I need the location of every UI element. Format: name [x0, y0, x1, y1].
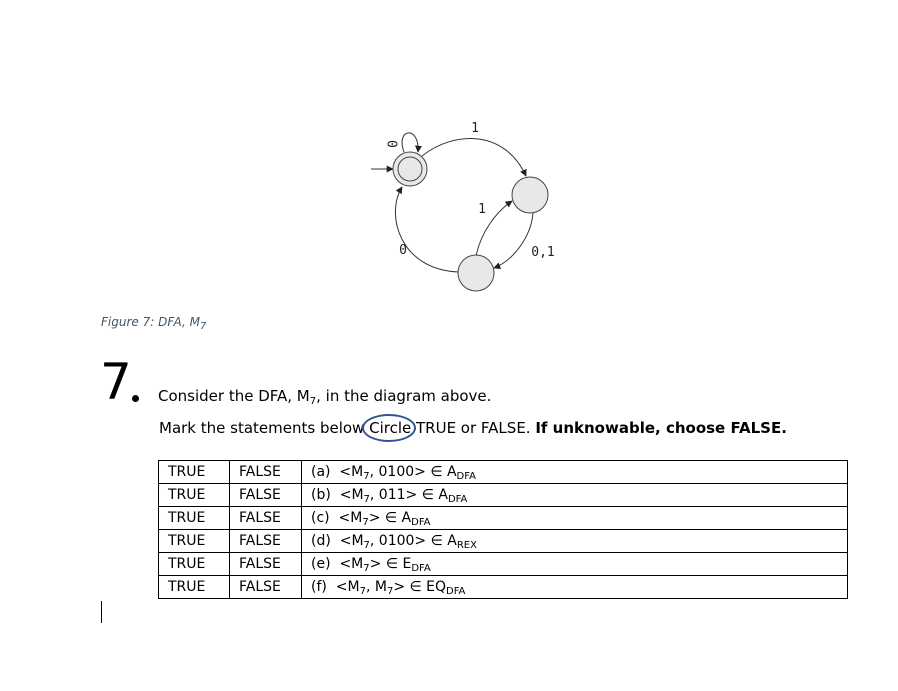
- true-option[interactable]: TRUE: [159, 461, 230, 484]
- true-option[interactable]: TRUE: [159, 530, 230, 553]
- true-option[interactable]: TRUE: [159, 576, 230, 599]
- edge-start-to-right: [422, 138, 526, 176]
- false-option[interactable]: FALSE: [230, 530, 302, 553]
- state-bottom: [458, 255, 494, 291]
- true-option[interactable]: TRUE: [159, 553, 230, 576]
- true-option[interactable]: TRUE: [159, 484, 230, 507]
- statement-cell: $(d) <M_7$, 0100> ∈ $A_{REX}$: [302, 530, 848, 553]
- self-loop-edge: [402, 133, 418, 152]
- middle-edge-label: 1: [478, 202, 486, 217]
- table-row: [159, 530, 848, 553]
- table-row: [159, 553, 848, 576]
- statement-cell: $(c) <M_7>$ ∈ $A_{DFA}$: [302, 507, 848, 530]
- edge-right-to-bottom: [494, 213, 533, 268]
- table-row: [159, 576, 848, 599]
- edge-bottom-to-start: [395, 187, 459, 272]
- statement-cell: $(e) <M_7>$ ∈ $E_{DFA}$: [302, 553, 848, 576]
- true-option[interactable]: TRUE: [159, 507, 230, 530]
- question-instructions: Mark the statements below Circle TRUE or FALSE. If unknowable, choose FALSE.: [159, 419, 787, 437]
- statement-cell: $(b) <M_7$, 011> ∈ $A_{DFA}$: [302, 484, 848, 507]
- top-edge-label: 1: [471, 121, 479, 136]
- right-edge-label: 0,1: [531, 245, 555, 260]
- left-edge-label: 0: [399, 243, 407, 258]
- question-number: 7: [100, 353, 132, 411]
- figure-caption: Figure 7: DFA, $M_7$: [101, 315, 207, 332]
- table-row: [159, 507, 848, 530]
- false-option[interactable]: FALSE: [230, 553, 302, 576]
- table-row: [159, 461, 848, 484]
- question-intro: Consider the DFA, $M_7$, in the diagram above.: [158, 387, 492, 407]
- list-bullet: [132, 395, 139, 402]
- state-right: [512, 177, 548, 213]
- false-option[interactable]: FALSE: [230, 484, 302, 507]
- false-option[interactable]: FALSE: [230, 461, 302, 484]
- dfa-diagram: [0, 0, 898, 340]
- instruction-bold: If unknowable, choose FALSE.: [535, 419, 787, 437]
- statement-cell: $(a) <M_7$, 0100> ∈ $A_{DFA}$: [302, 461, 848, 484]
- false-option[interactable]: FALSE: [230, 507, 302, 530]
- statement-cell: $(f) <M_7$, $M_7>$ ∈ $EQ_{DFA}$: [302, 576, 848, 599]
- loop-label: 0: [386, 140, 402, 148]
- false-option[interactable]: FALSE: [230, 576, 302, 599]
- table-row: [159, 484, 848, 507]
- answers-table: [158, 460, 848, 599]
- circle-annotation: Circle: [369, 419, 412, 437]
- text-cursor: [101, 601, 102, 623]
